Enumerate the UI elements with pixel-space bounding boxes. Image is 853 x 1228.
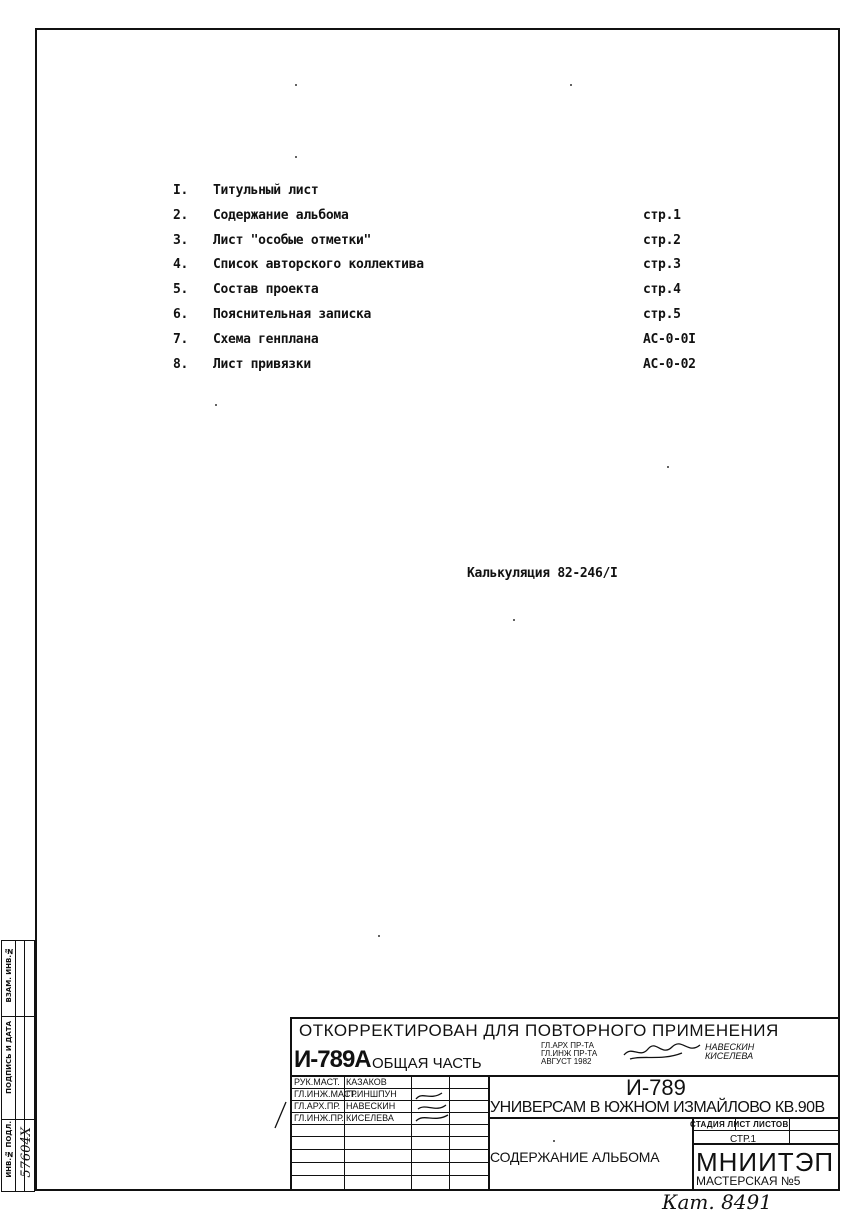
stage-header: СТАДИЯ ЛИСТ ЛИСТОВ [690, 1120, 789, 1129]
calculation-reference: Калькуляция 82-246/I [467, 566, 618, 581]
toc-item-number: 4. [173, 257, 189, 273]
title-block [290, 1017, 840, 1191]
side-stamp-divider [15, 941, 16, 1191]
correction-name: КИСЕЛЕВА [705, 1051, 754, 1061]
toc-item-title: Содержание альбома [213, 207, 349, 223]
sheet-value: СТР.1 [730, 1134, 757, 1145]
toc-item-title: Пояснительная записка [213, 306, 372, 322]
speck [295, 84, 297, 86]
correction-meta-line: АВГУСТ 1982 [541, 1057, 592, 1066]
speck [378, 935, 380, 937]
speck [295, 156, 297, 158]
object-title: УНИВЕРСАМ В ЮЖНОМ ИЗМАЙЛОВО КВ.90В [490, 1099, 825, 1116]
side-stamp [1, 940, 35, 1192]
toc-item-number: I. [173, 183, 189, 198]
side-stamp-replacement-label: ВЗАМ. ИНВ.№ [5, 947, 13, 1003]
tb-divider [692, 1143, 838, 1145]
tb-divider [292, 1136, 488, 1137]
toc-item-number: 2. [173, 207, 189, 223]
toc-item-page: стр.2 [643, 232, 681, 248]
toc-item-number: 5. [173, 282, 189, 298]
toc-item-title: Лист "особые отметки" [213, 232, 372, 248]
speck [570, 84, 572, 86]
toc-item-page: АС-0-02 [643, 356, 696, 372]
toc-item [173, 357, 733, 382]
tb-divider [692, 1130, 838, 1131]
handwritten-inventory: Кат. 8491 [662, 1190, 772, 1214]
toc-item [173, 183, 733, 208]
toc-item [173, 208, 733, 233]
signer-name: КИСЕЛЕВА [346, 1113, 394, 1123]
correction-note: ОТКОРРЕКТИРОВАН ДЛЯ ПОВТОРНОГО ПРИМЕНЕНИЯ [299, 1021, 779, 1040]
toc-item-title: Состав проекта [213, 282, 319, 298]
signer-name: КАЗАКОВ [346, 1077, 387, 1087]
signer-role: РУК.МАСТ. [294, 1077, 340, 1087]
side-stamp-divider [2, 1016, 34, 1017]
toc-item-page: стр.5 [643, 306, 681, 322]
tb-divider [488, 1117, 838, 1119]
toc-item-number: 3. [173, 232, 189, 248]
toc-item-title: Схема генплана [213, 331, 319, 347]
toc-item-page: стр.4 [643, 282, 681, 298]
toc-item-number: 6. [173, 306, 189, 322]
toc-item [173, 282, 733, 307]
signer-role: ГЛ.ИНЖ.ПР. [294, 1113, 344, 1123]
toc-item-number: 7. [173, 331, 189, 347]
signer-role: ГЛ.АРХ.ПР. [294, 1101, 341, 1111]
toc-item [173, 332, 733, 357]
workshop: МАСТЕРСКАЯ №5 [696, 1174, 801, 1188]
toc-item-page: стр.3 [643, 257, 681, 273]
album-contents-list [173, 183, 733, 381]
side-stamp-signature-label: ПОДПИСЬ И ДАТА [5, 1021, 13, 1094]
correction-meta-line: ГЛ.АРХ ПР-ТА [541, 1041, 594, 1050]
tb-divider [292, 1162, 488, 1163]
correction-meta [541, 1042, 597, 1066]
toc-item-title: Список авторского коллектива [213, 257, 424, 273]
speck [513, 619, 515, 621]
tb-divider [488, 1075, 490, 1189]
signer-role: ГЛ.ИНЖ.МАСТ. [294, 1089, 358, 1099]
signer-name: ГРИНШПУН [346, 1089, 397, 1099]
signer-name: НАВЕСКИН [346, 1101, 396, 1111]
signer-signatures [412, 1077, 452, 1125]
tb-divider [292, 1124, 488, 1125]
speck [667, 466, 669, 468]
correction-signature [622, 1041, 702, 1063]
toc-item [173, 233, 733, 258]
tb-divider [789, 1117, 790, 1143]
project-code: И-789А [294, 1046, 371, 1073]
project-number: И-789 [626, 1075, 686, 1100]
tb-divider [292, 1175, 488, 1176]
tb-divider [292, 1149, 488, 1150]
project-part: ОБЩАЯ ЧАСТЬ [372, 1055, 482, 1072]
toc-item-page: стр.1 [643, 207, 681, 223]
side-stamp-inventory-number: 57604X [19, 1127, 34, 1178]
toc-item-title: Титульный лист [213, 183, 319, 198]
toc-item-page: АС-0-0I [643, 331, 696, 347]
sheet-title: СОДЕРЖАНИЕ АЛЬБОМА [490, 1149, 660, 1165]
pen-stroke [272, 1100, 290, 1130]
toc-item-title: Лист привязки [213, 356, 311, 372]
correction-names [705, 1043, 754, 1061]
toc-item [173, 257, 733, 282]
toc-item [173, 307, 733, 332]
correction-meta-line: ГЛ.ИНЖ ПР-ТА [541, 1049, 598, 1058]
side-stamp-inventory-label: ИНВ.№ ПОДЛ. [5, 1121, 13, 1178]
correction-name: НАВЕСКИН [705, 1042, 755, 1052]
organization: МНИИТЭП [696, 1147, 835, 1177]
speck [215, 404, 217, 406]
toc-item-number: 8. [173, 356, 189, 372]
